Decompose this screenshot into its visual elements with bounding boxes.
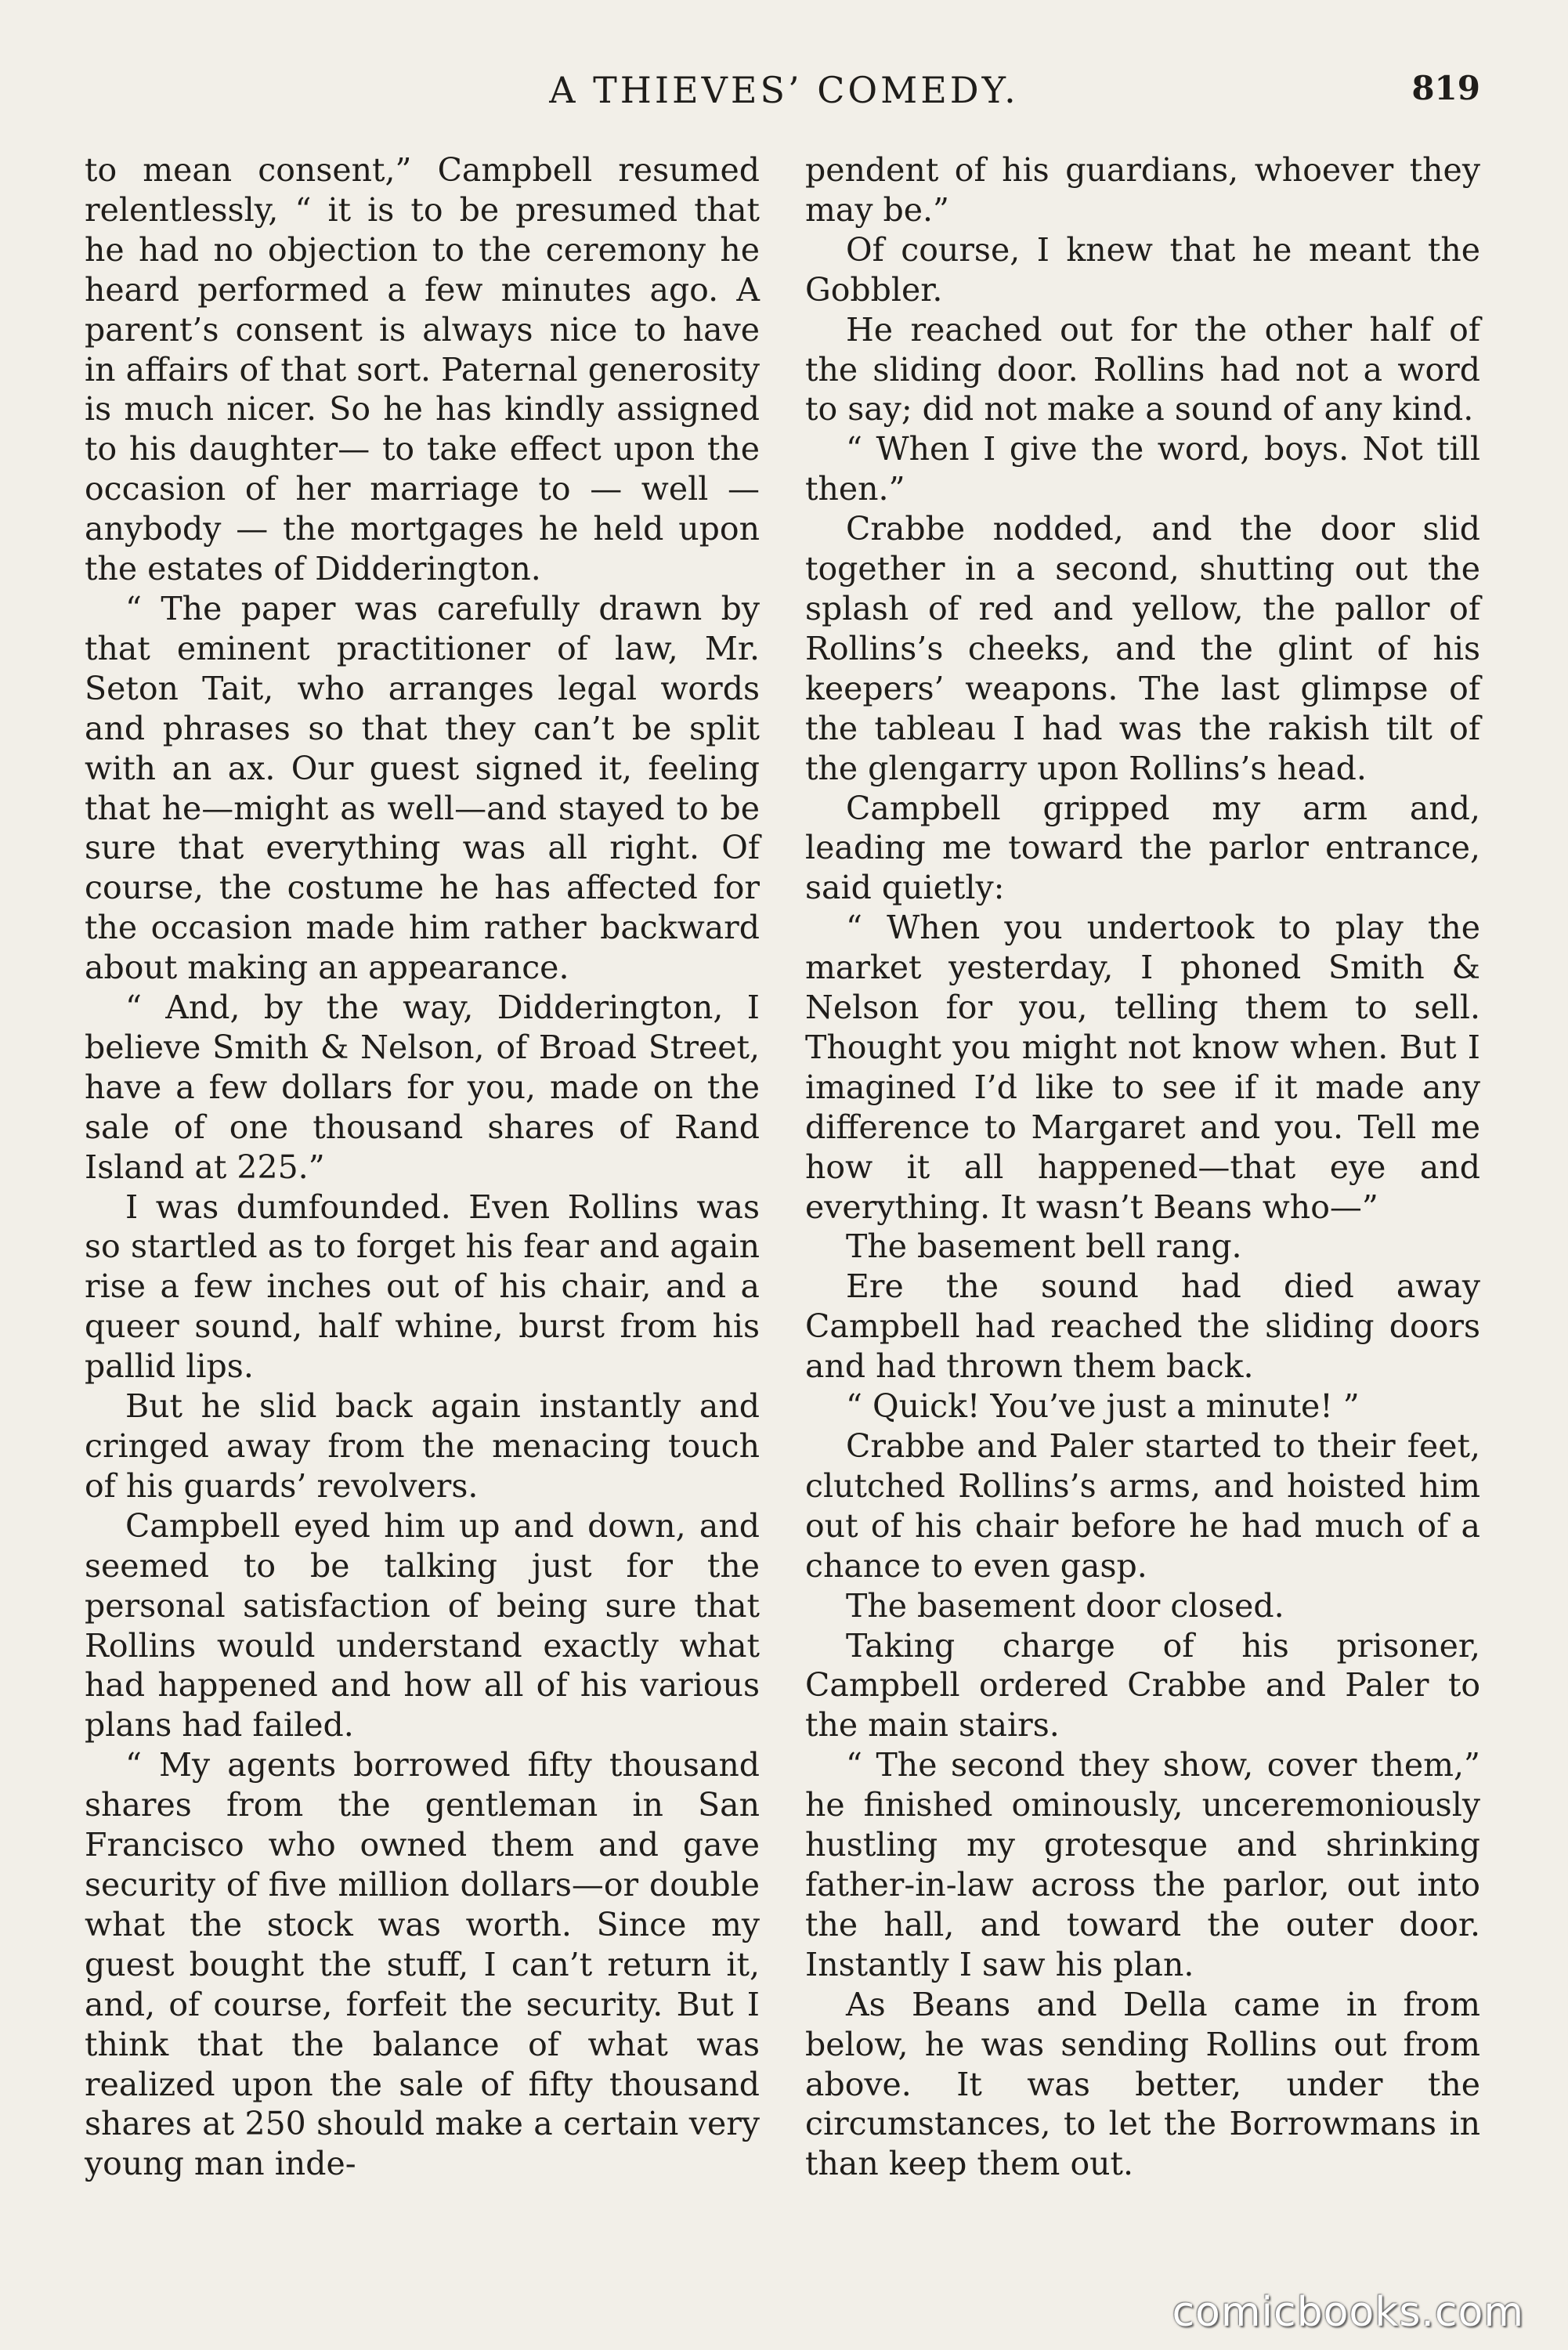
paragraph: “ When you undertook to play the market yesterday, I phoned Smith & Nelson for you, telling them to sell. Thought you might not know when. But I imagined I’d like to see if it made any difference to Margaret and you. Tell me how it all happened—that eye and everything. It wasn’t Beans who—” bbox=[805, 909, 1480, 1226]
paragraph: “ My agents borrowed fifty thousand shares from the gentleman in San Francisco who owned them and gave security of five million dollars—or double what the stock was worth. Since my guest bought the stuff, I can’t return it, and, of course, forfeit the security. But I think that the balance of what was realized upon the sale of fifty thousand shares at 250 should make a certain very young man inde- bbox=[85, 1746, 760, 2183]
paragraph: Campbell eyed him up and down, and seemed to be talking just for the personal satisfaction of being sure that Rollins would understand exactly what had happened and how all of his various plans had failed. bbox=[85, 1506, 760, 1744]
paragraph: Campbell gripped my arm and, leading me toward the parlor entrance, said quietly: bbox=[805, 789, 1480, 907]
paragraph: to mean consent,” Campbell resumed relentlessly, “ it is to be presumed that he had no objection to the ceremony he heard performed a few minutes ago. A parent’s consent is always nice to have in affairs of that sort. Paternal generosity is much nicer. So he has kindly assigned to his daughter— to take effect upon the occasion of her marriage to — well — anybody — the mortgages he held upon the estates of Didderington. bbox=[85, 151, 760, 588]
paragraph: The basement bell rang. bbox=[846, 1227, 1242, 1266]
paragraph: Ere the sound had died away Campbell had reached the sliding doors and had thrown them back. bbox=[805, 1267, 1480, 1386]
page-number: 819 bbox=[1411, 69, 1480, 107]
paragraph: Of course, I knew that he meant the Gobbler. bbox=[805, 230, 1480, 309]
paragraph: The basement door closed. bbox=[846, 1586, 1284, 1625]
paragraph: I was dumfounded. Even Rollins was so startled as to forget his fear and again rise a few inches out of his chair, and a queer sound, half whine, burst from his pallid lips. bbox=[85, 1188, 760, 1386]
left-column bbox=[85, 150, 760, 2184]
paragraph: Crabbe nodded, and the door slid together in a second, shutting out the splash of red and yellow, the pallor of Rollins’s cheeks, and the glint of his keepers’ weapons. The last glimpse of the tableau I had was the rakish tilt of the glengarry upon Rollins’s head. bbox=[805, 510, 1480, 787]
paragraph: Taking charge of his prisoner, Campbell ordered Crabbe and Paler to the main stairs. bbox=[805, 1626, 1480, 1744]
watermark-logo: comicbooks.com bbox=[1172, 2289, 1524, 2336]
paragraph: “ The paper was carefully drawn by that eminent practitioner of law, Mr. Seton Tait, who arranges legal words and phrases so that they can’t be split with an ax. Our guest signed it, feeling that he—might as well—and stayed to be sure that everything was all right. Of course, the costume he has affected for the occasion made him rather backward about making an appearance. bbox=[85, 589, 760, 987]
paragraph: “ And, by the way, Didderington, I believe Smith & Nelson, of Broad Street, have a few dollars for you, made on the sale of one thousand shares of Rand Island at 225.” bbox=[85, 989, 760, 1186]
paragraph: “ Quick! You’ve just a minute! ” bbox=[846, 1387, 1360, 1426]
paragraph: As Beans and Della came in from below, he was sending Rollins out from above. It was better, under the circumstances, to let the Borrowmans in than keep them out. bbox=[805, 1985, 1480, 2183]
paragraph: But he slid back again instantly and cringed away from the menacing touch of his guards’ revolvers. bbox=[85, 1387, 760, 1505]
paragraph: pendent of his guardians, whoever they may be.” bbox=[805, 151, 1480, 229]
page-header bbox=[0, 69, 1568, 124]
running-title: A THIEVES’ COMEDY. bbox=[549, 69, 1019, 111]
paragraph: “ The second they show, cover them,” he finished ominously, unceremoniously hustling my grotesque and shrinking father-in-law across the parlor, out into the hall, and toward the outer door. Instantly I saw his plan. bbox=[805, 1746, 1480, 1983]
right-column bbox=[805, 150, 1480, 2184]
paragraph: Crabbe and Paler started to their feet, clutched Rollins’s arms, and hoisted him out of his chair before he had much of a chance to even gasp. bbox=[805, 1427, 1480, 1585]
paragraph: “ When I give the word, boys. Not till then.” bbox=[805, 430, 1480, 508]
paragraph: He reached out for the other half of the sliding door. Rollins had not a word to say; did not make a sound of any kind. bbox=[805, 310, 1480, 428]
